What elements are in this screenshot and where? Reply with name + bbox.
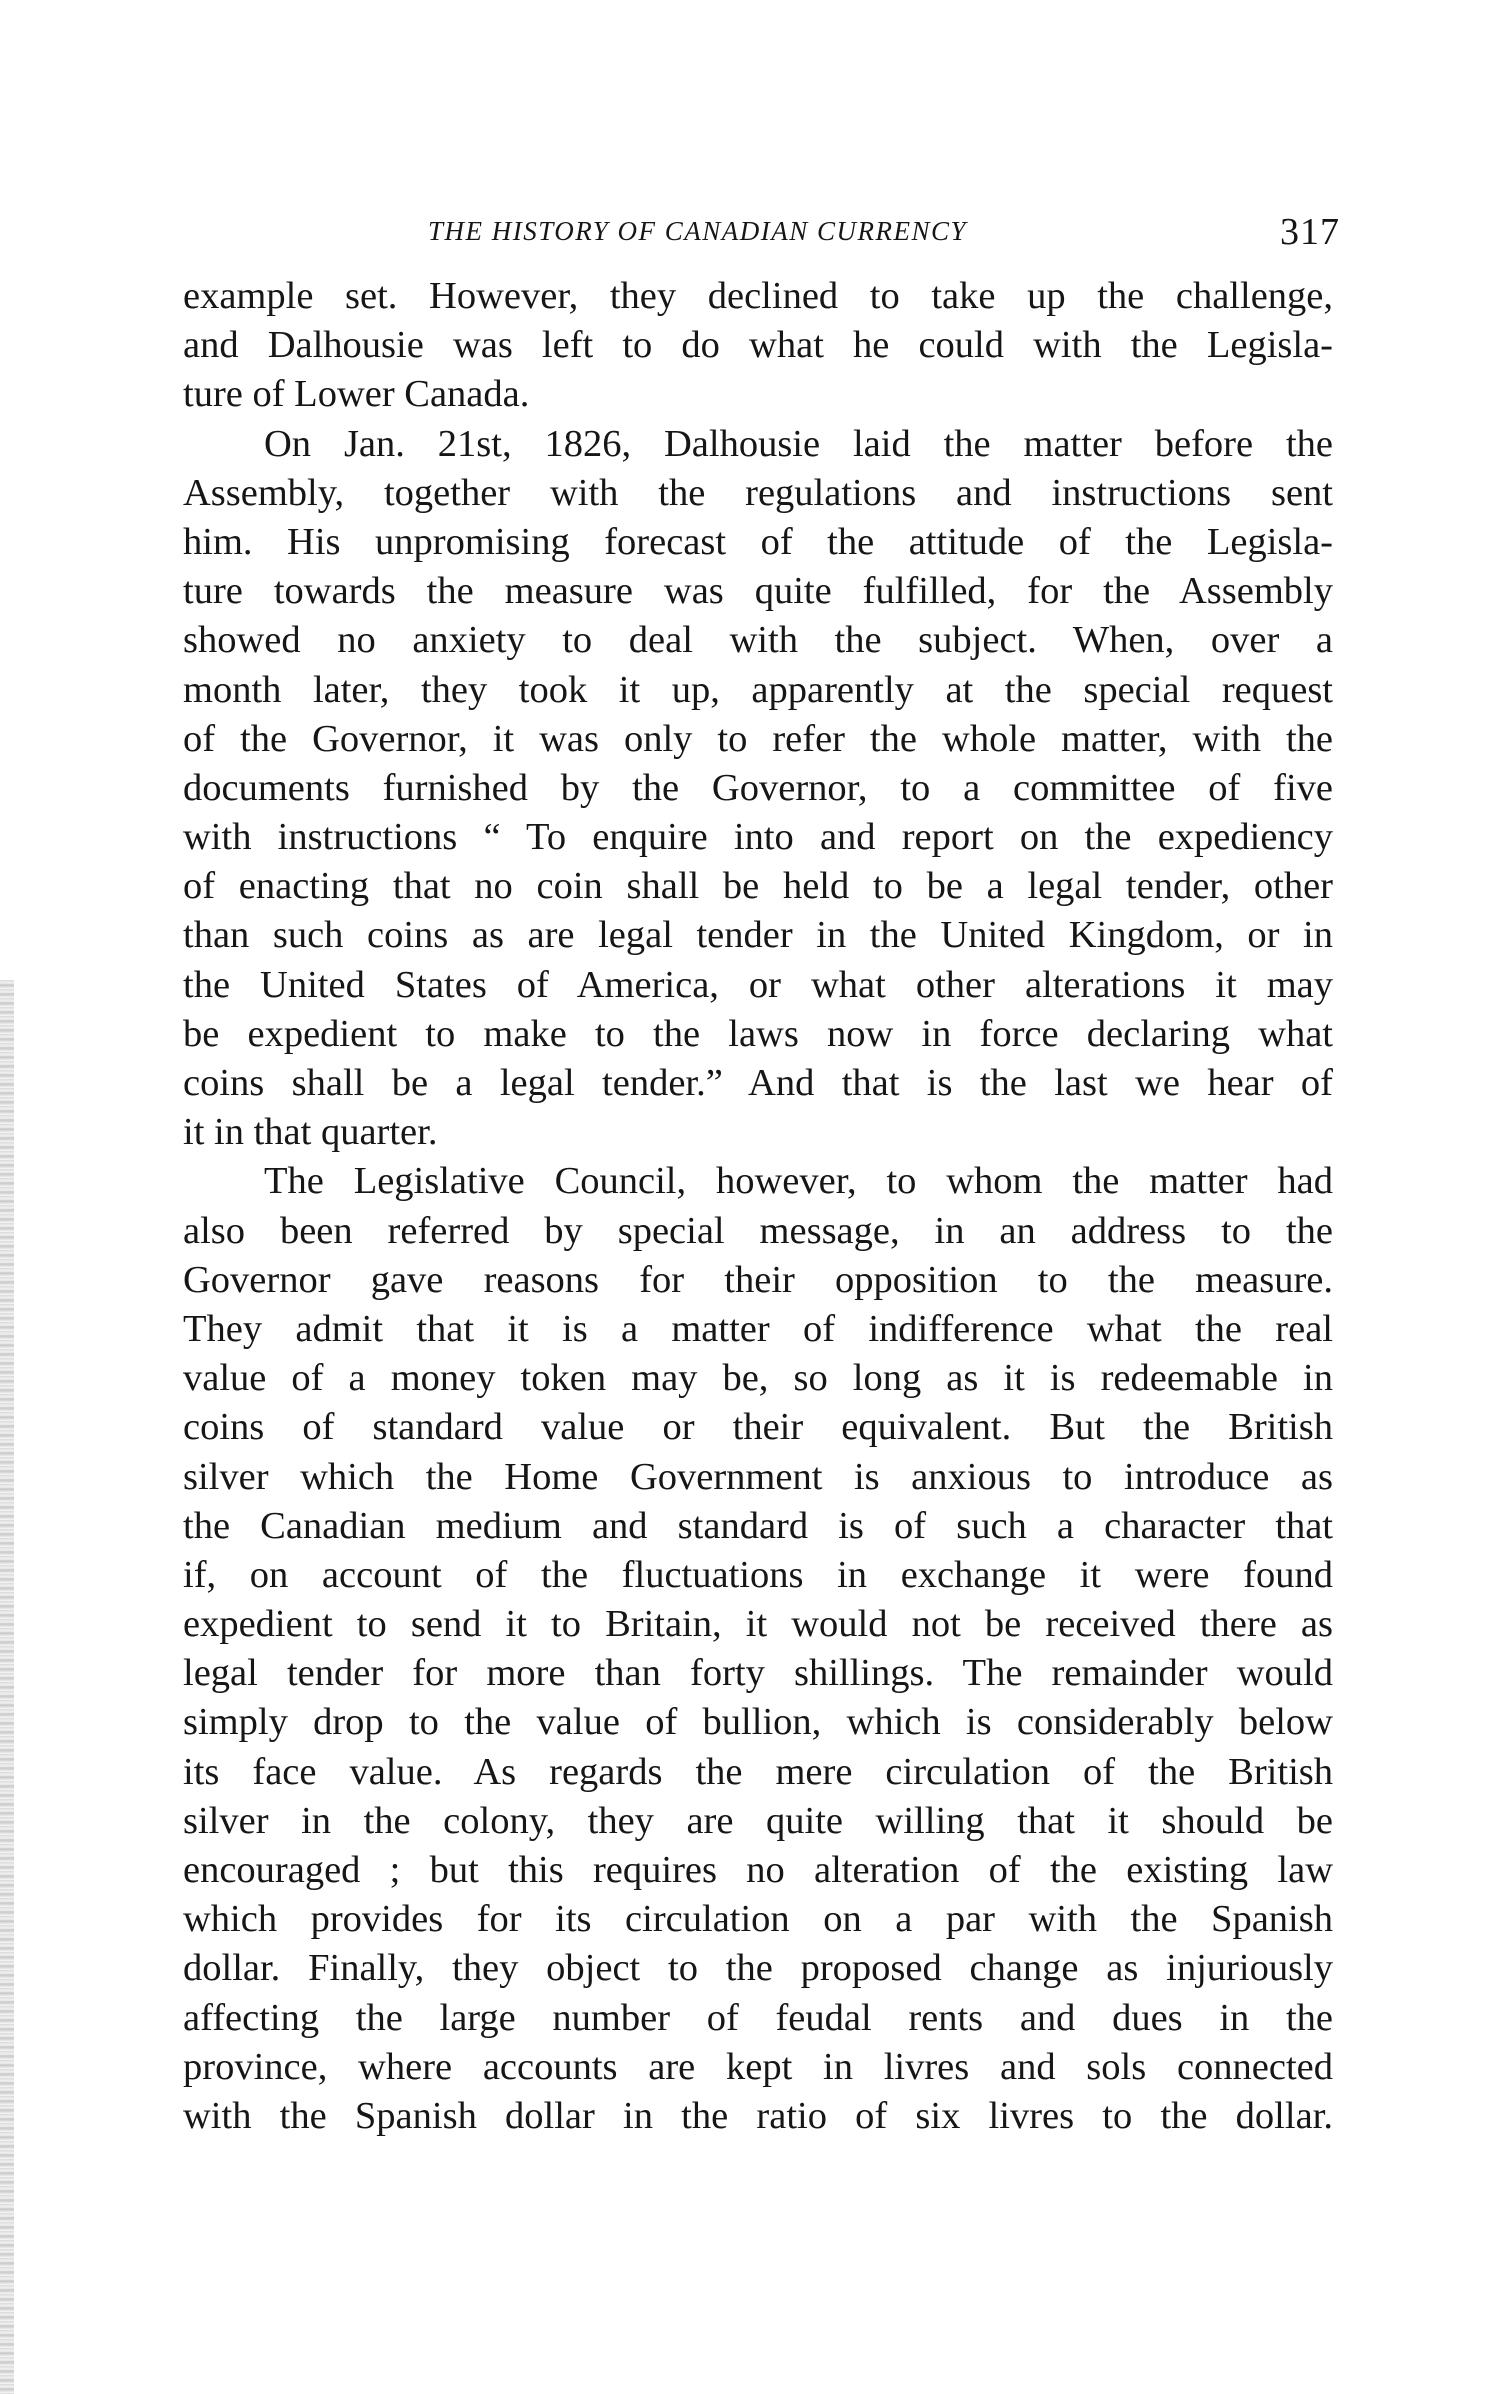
text-line: with instructions “ To enquire into and report on the expediency xyxy=(183,816,1333,859)
paragraph-3 xyxy=(183,1157,1333,2141)
text-line: be expedient to make to the laws now in force declaring what xyxy=(183,1012,1333,1055)
text-line: with the Spanish dollar in the ratio of six livres to the dollar. xyxy=(183,2094,1333,2137)
text-line: They admit that it is a matter of indifference what the real xyxy=(183,1307,1333,1350)
text-line: of enacting that no coin shall be held to be a legal tender, other xyxy=(183,865,1333,908)
running-title: THE HISTORY OF CANADIAN CURRENCY xyxy=(428,216,968,246)
text-line: The Legislative Council, however, to whom the matter had xyxy=(264,1160,1333,1203)
text-line: affecting the large number of feudal rents and dues in the xyxy=(183,1996,1333,2039)
binding-edge-shadow xyxy=(0,980,14,2394)
text-line: and Dalhousie was left to do what he could with the Legisla- xyxy=(183,324,1333,367)
text-line: coins of standard value or their equivalent. But the British xyxy=(183,1406,1333,1449)
text-line: him. His unpromising forecast of the attitude of the Legisla- xyxy=(183,520,1333,563)
text-line: Governor gave reasons for their opposition to the measure. xyxy=(183,1258,1333,1301)
text-line: if, on account of the fluctuations in exchange it were found xyxy=(183,1553,1333,1596)
text-line: dollar. Finally, they object to the proposed change as injuriously xyxy=(183,1947,1333,1990)
text-line: province, where accounts are kept in livres and sols connected xyxy=(183,2045,1333,2088)
text-line: value of a money token may be, so long as it is redeemable in xyxy=(183,1357,1333,1400)
text-line: encouraged ; but this requires no alteration of the existing law xyxy=(183,1849,1333,1891)
text-line: its face value. As regards the mere circulation of the British xyxy=(183,1750,1333,1793)
text-line: the United States of America, or what other alterations it may xyxy=(183,963,1333,1006)
text-line: silver which the Home Government is anxious to introduce as xyxy=(183,1455,1333,1498)
text-line: of the Governor, it was only to refer the whole matter, with the xyxy=(183,717,1333,760)
text-line: simply drop to the value of bullion, which is considerably below xyxy=(183,1701,1333,1744)
text-line: ture of Lower Canada. xyxy=(183,373,530,416)
paragraph-1 xyxy=(183,272,1333,420)
text-line: also been referred by special message, in an address to the xyxy=(183,1209,1333,1252)
text-line: it in that quarter. xyxy=(183,1111,438,1154)
text-line: On Jan. 21st, 1826, Dalhousie laid the matter before the xyxy=(264,422,1333,465)
running-head xyxy=(180,210,1340,260)
body-text xyxy=(183,272,1333,2141)
text-line: expedient to send it to Britain, it would not be received there as xyxy=(183,1603,1333,1646)
text-line: the Canadian medium and standard is of such a character that xyxy=(183,1504,1333,1547)
page-number: 317 xyxy=(1280,211,1340,253)
text-line: showed no anxiety to deal with the subject. When, over a xyxy=(183,619,1333,662)
text-line: ture towards the measure was quite fulfilled, for the Assembly xyxy=(183,570,1333,613)
text-line: month later, they took it up, apparently at the special request xyxy=(183,668,1333,711)
text-line: Assembly, together with the regulations and instructions sent xyxy=(183,471,1333,514)
text-line: documents furnished by the Governor, to a committee of five xyxy=(183,766,1333,809)
text-line: than such coins as are legal tender in the United Kingdom, or in xyxy=(183,914,1333,957)
text-line: coins shall be a legal tender.” And that is the last we hear of xyxy=(183,1062,1333,1104)
paragraph-2 xyxy=(183,420,1333,1158)
text-line: silver in the colony, they are quite willing that it should be xyxy=(183,1799,1333,1842)
text-line: which provides for its circulation on a par with the Spanish xyxy=(183,1898,1333,1941)
text-line: example set. However, they declined to take up the challenge, xyxy=(183,275,1333,317)
text-line: legal tender for more than forty shillings. The remainder would xyxy=(183,1652,1333,1695)
